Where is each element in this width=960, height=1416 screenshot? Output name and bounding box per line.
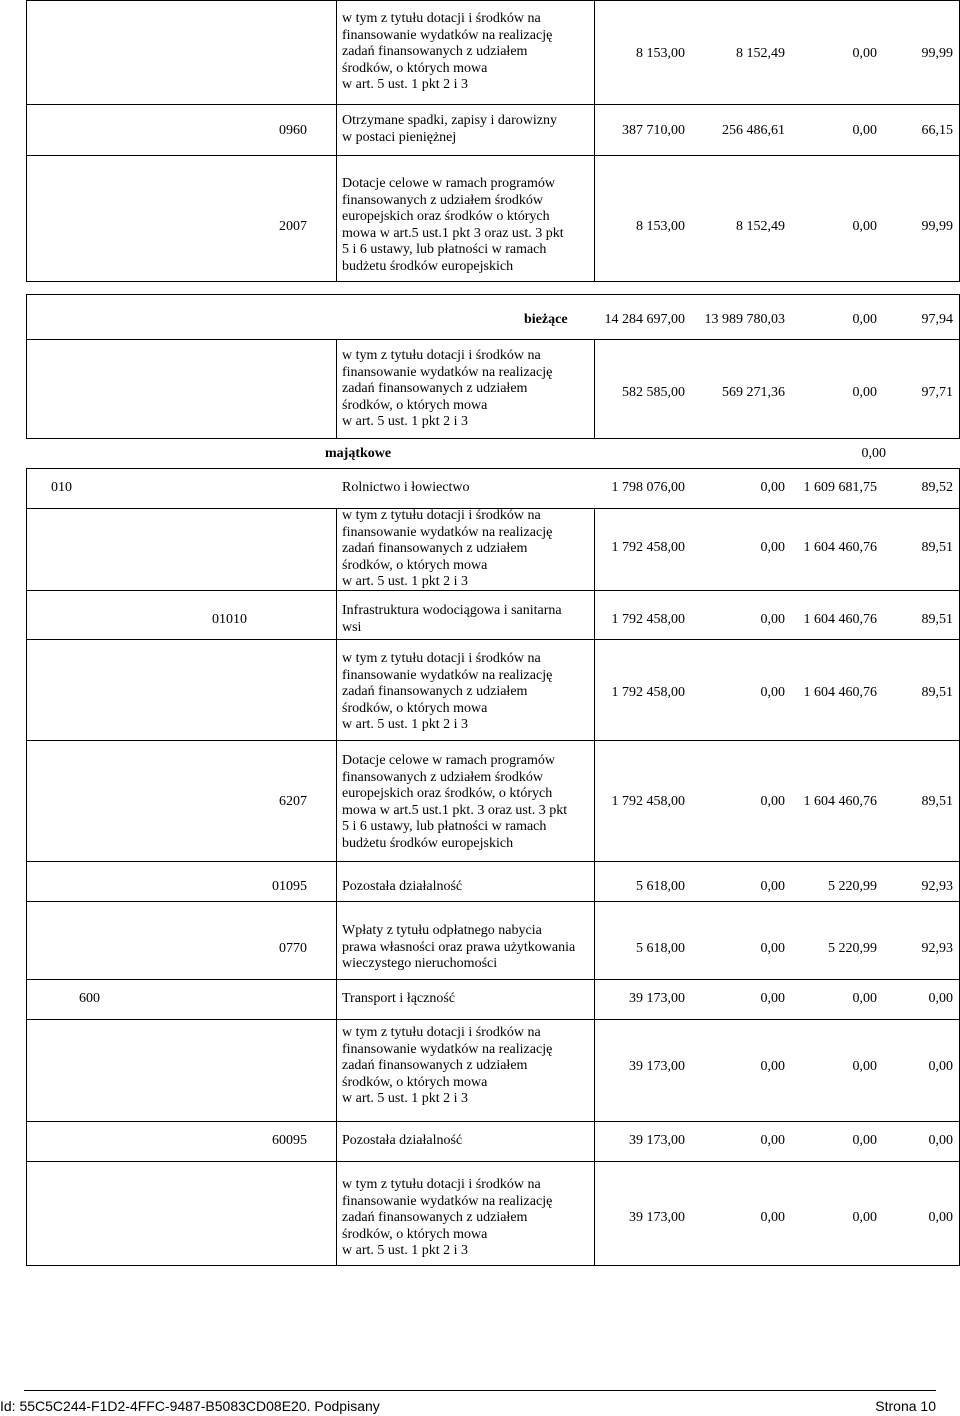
value-executed: 0,00 bbox=[760, 540, 785, 555]
row-name: Dotacje celowe w ramach programów finansowanych z udziałem środków europejskich oraz środków, o których mowa w art.5 ust.1 pkt. 3 oraz ust. 3 pkt 5 i 6 ustawy, lub płatności w ramach budżetu środków europejskich bbox=[342, 753, 568, 851]
value-other: 0,00 bbox=[852, 991, 877, 1006]
row-code: 0770 bbox=[279, 941, 307, 956]
column-divider bbox=[594, 1, 595, 281]
value-percent: 97,71 bbox=[921, 385, 953, 400]
value-percent: 0,00 bbox=[928, 1210, 953, 1225]
row-description: w tym z tytułu dotacji i środków na finansowanie wydatków na realizację zadań finansowanych z udziałem środków, o których mowa w art. 5 ust. 1 pkt 2 i 3 bbox=[342, 651, 553, 733]
row-description: w tym z tytułu dotacji i środków na finansowanie wydatków na realizację zadań finansowanych z udziałem środków, o których mowa w art. 5 ust. 1 pkt 2 i 3 bbox=[342, 508, 553, 590]
page-number: Strona 10 bbox=[875, 1398, 936, 1414]
value-executed: 0,00 bbox=[760, 1133, 785, 1148]
row-name: Infrastruktura wodociągowa i sanitarna wsi bbox=[342, 603, 562, 635]
value-plan: 39 173,00 bbox=[629, 1059, 685, 1074]
value-percent: 92,93 bbox=[921, 879, 953, 894]
value-executed: 0,00 bbox=[760, 685, 785, 700]
value-other: 1 604 460,76 bbox=[803, 685, 877, 700]
value-executed: 8 152,49 bbox=[736, 219, 785, 234]
value-executed: 0,00 bbox=[760, 991, 785, 1006]
value-executed: 256 486,61 bbox=[722, 123, 785, 138]
value-other: 0,00 bbox=[852, 1210, 877, 1225]
row-code: 010 bbox=[51, 480, 72, 495]
value-plan: 14 284 697,00 bbox=[604, 312, 685, 327]
value-percent: 66,15 bbox=[921, 123, 953, 138]
row-code: 0960 bbox=[279, 123, 307, 138]
value-percent: 89,51 bbox=[921, 685, 953, 700]
row-name: Pozostała działalność bbox=[342, 879, 463, 894]
value-percent: 0,00 bbox=[928, 991, 953, 1006]
value-other: 1 609 681,75 bbox=[803, 480, 877, 495]
row-divider bbox=[27, 1121, 959, 1122]
row-divider bbox=[27, 639, 959, 640]
value-other: 0,00 bbox=[852, 46, 877, 61]
value-executed: 0,00 bbox=[760, 941, 785, 956]
value-percent: 92,93 bbox=[921, 941, 953, 956]
row-divider bbox=[27, 979, 959, 980]
row-name: Dotacje celowe w ramach programów finansowanych z udziałem środków europejskich oraz środków o których mowa w art.5 ust.1 pkt 3 oraz ust. 3 pkt 5 i 6 ustawy, lub płatności w ramach budżetu środków europejskich bbox=[342, 176, 564, 274]
row-divider bbox=[27, 104, 959, 105]
value-plan: 39 173,00 bbox=[629, 1210, 685, 1225]
value-other: 0,00 bbox=[852, 385, 877, 400]
value-plan: 8 153,00 bbox=[636, 219, 685, 234]
row-description: w tym z tytułu dotacji i środków na finansowanie wydatków na realizację zadań finansowanych z udziałem środków, o których mowa w art. 5 ust. 1 pkt 2 i 3 bbox=[342, 1177, 553, 1259]
row-code: 6207 bbox=[279, 794, 307, 809]
row-description: w tym z tytułu dotacji i środków na finansowanie wydatków na realizację zadań finansowanych z udziałem środków, o których mowa w art. 5 ust. 1 pkt 2 i 3 bbox=[342, 11, 553, 93]
value-percent: 99,99 bbox=[921, 219, 953, 234]
value-plan: 1 792 458,00 bbox=[611, 540, 685, 555]
row-divider bbox=[27, 901, 959, 902]
value-plan: 1 792 458,00 bbox=[611, 612, 685, 627]
row-divider bbox=[27, 740, 959, 741]
column-divider bbox=[594, 339, 595, 438]
value-executed: 0,00 bbox=[760, 612, 785, 627]
value-percent: 89,51 bbox=[921, 612, 953, 627]
value-other: 0,00 bbox=[852, 1059, 877, 1074]
value-percent: 89,51 bbox=[921, 794, 953, 809]
value-percent: 89,51 bbox=[921, 540, 953, 555]
value-plan: 582 585,00 bbox=[622, 385, 685, 400]
value-percent: 0,00 bbox=[861, 446, 886, 461]
row-description: w tym z tytułu dotacji i środków na finansowanie wydatków na realizację zadań finansowanych z udziałem środków, o których mowa w art. 5 ust. 1 pkt 2 i 3 bbox=[342, 348, 553, 430]
value-plan: 8 153,00 bbox=[636, 46, 685, 61]
summary-table bbox=[26, 294, 960, 439]
value-other: 5 220,99 bbox=[828, 941, 877, 956]
value-other: 0,00 bbox=[852, 123, 877, 138]
value-other: 1 604 460,76 bbox=[803, 612, 877, 627]
row-code: 01010 bbox=[212, 612, 247, 627]
value-plan: 5 618,00 bbox=[636, 879, 685, 894]
row-code: 2007 bbox=[279, 219, 307, 234]
main-table bbox=[26, 468, 960, 1266]
value-other: 0,00 bbox=[852, 312, 877, 327]
column-divider bbox=[594, 508, 595, 1265]
value-percent: 97,94 bbox=[921, 312, 953, 327]
row-code: 600 bbox=[79, 991, 100, 1006]
row-name: Pozostała działalność bbox=[342, 1133, 463, 1148]
value-other: 0,00 bbox=[852, 1133, 877, 1148]
category-label-majatkowe: majątkowe bbox=[325, 446, 392, 461]
row-name: Wpłaty z tytułu odpłatnego nabycia prawa własności oraz prawa użytkowania wieczystego nieruchomości bbox=[342, 923, 576, 972]
value-plan: 1 792 458,00 bbox=[611, 685, 685, 700]
value-other: 5 220,99 bbox=[828, 879, 877, 894]
row-name: Rolnictwo i łowiectwo bbox=[342, 480, 470, 495]
row-divider bbox=[27, 1019, 959, 1020]
value-plan: 387 710,00 bbox=[622, 123, 685, 138]
value-executed: 0,00 bbox=[760, 1059, 785, 1074]
category-label-biezace: bieżące bbox=[524, 312, 568, 327]
value-percent: 89,52 bbox=[921, 480, 953, 495]
row-divider bbox=[27, 339, 959, 340]
value-other: 1 604 460,76 bbox=[803, 794, 877, 809]
value-plan: 39 173,00 bbox=[629, 1133, 685, 1148]
value-plan: 1 792 458,00 bbox=[611, 794, 685, 809]
row-divider bbox=[27, 155, 959, 156]
value-percent: 99,99 bbox=[921, 46, 953, 61]
value-executed: 0,00 bbox=[760, 480, 785, 495]
value-executed: 569 271,36 bbox=[722, 385, 785, 400]
top-table bbox=[26, 0, 960, 282]
row-code: 01095 bbox=[272, 879, 307, 894]
value-executed: 0,00 bbox=[760, 1210, 785, 1225]
value-percent: 0,00 bbox=[928, 1133, 953, 1148]
value-other: 0,00 bbox=[852, 219, 877, 234]
row-description: w tym z tytułu dotacji i środków na finansowanie wydatków na realizację zadań finansowanych z udziałem środków, o których mowa w art. 5 ust. 1 pkt 2 i 3 bbox=[342, 1025, 553, 1107]
value-executed: 13 989 780,03 bbox=[704, 312, 785, 327]
footer-divider bbox=[24, 1390, 936, 1391]
column-divider bbox=[336, 1, 337, 281]
row-divider bbox=[27, 861, 959, 862]
row-name: Otrzymane spadki, zapisy i darowizny w postaci pieniężnej bbox=[342, 113, 557, 145]
value-percent: 0,00 bbox=[928, 1059, 953, 1074]
row-name: Transport i łączność bbox=[342, 991, 456, 1006]
row-divider bbox=[27, 1161, 959, 1162]
value-other: 1 604 460,76 bbox=[803, 540, 877, 555]
value-executed: 0,00 bbox=[760, 794, 785, 809]
value-executed: 0,00 bbox=[760, 879, 785, 894]
row-code: 60095 bbox=[272, 1133, 307, 1148]
column-divider bbox=[336, 339, 337, 438]
value-plan: 1 798 076,00 bbox=[611, 480, 685, 495]
value-plan: 39 173,00 bbox=[629, 991, 685, 1006]
value-plan: 5 618,00 bbox=[636, 941, 685, 956]
value-executed: 8 152,49 bbox=[736, 46, 785, 61]
document-id: Id: 55C5C244-F1D2-4FFC-9487-B5083CD08E20. Podpisany bbox=[0, 1398, 380, 1414]
column-divider bbox=[336, 508, 337, 1265]
